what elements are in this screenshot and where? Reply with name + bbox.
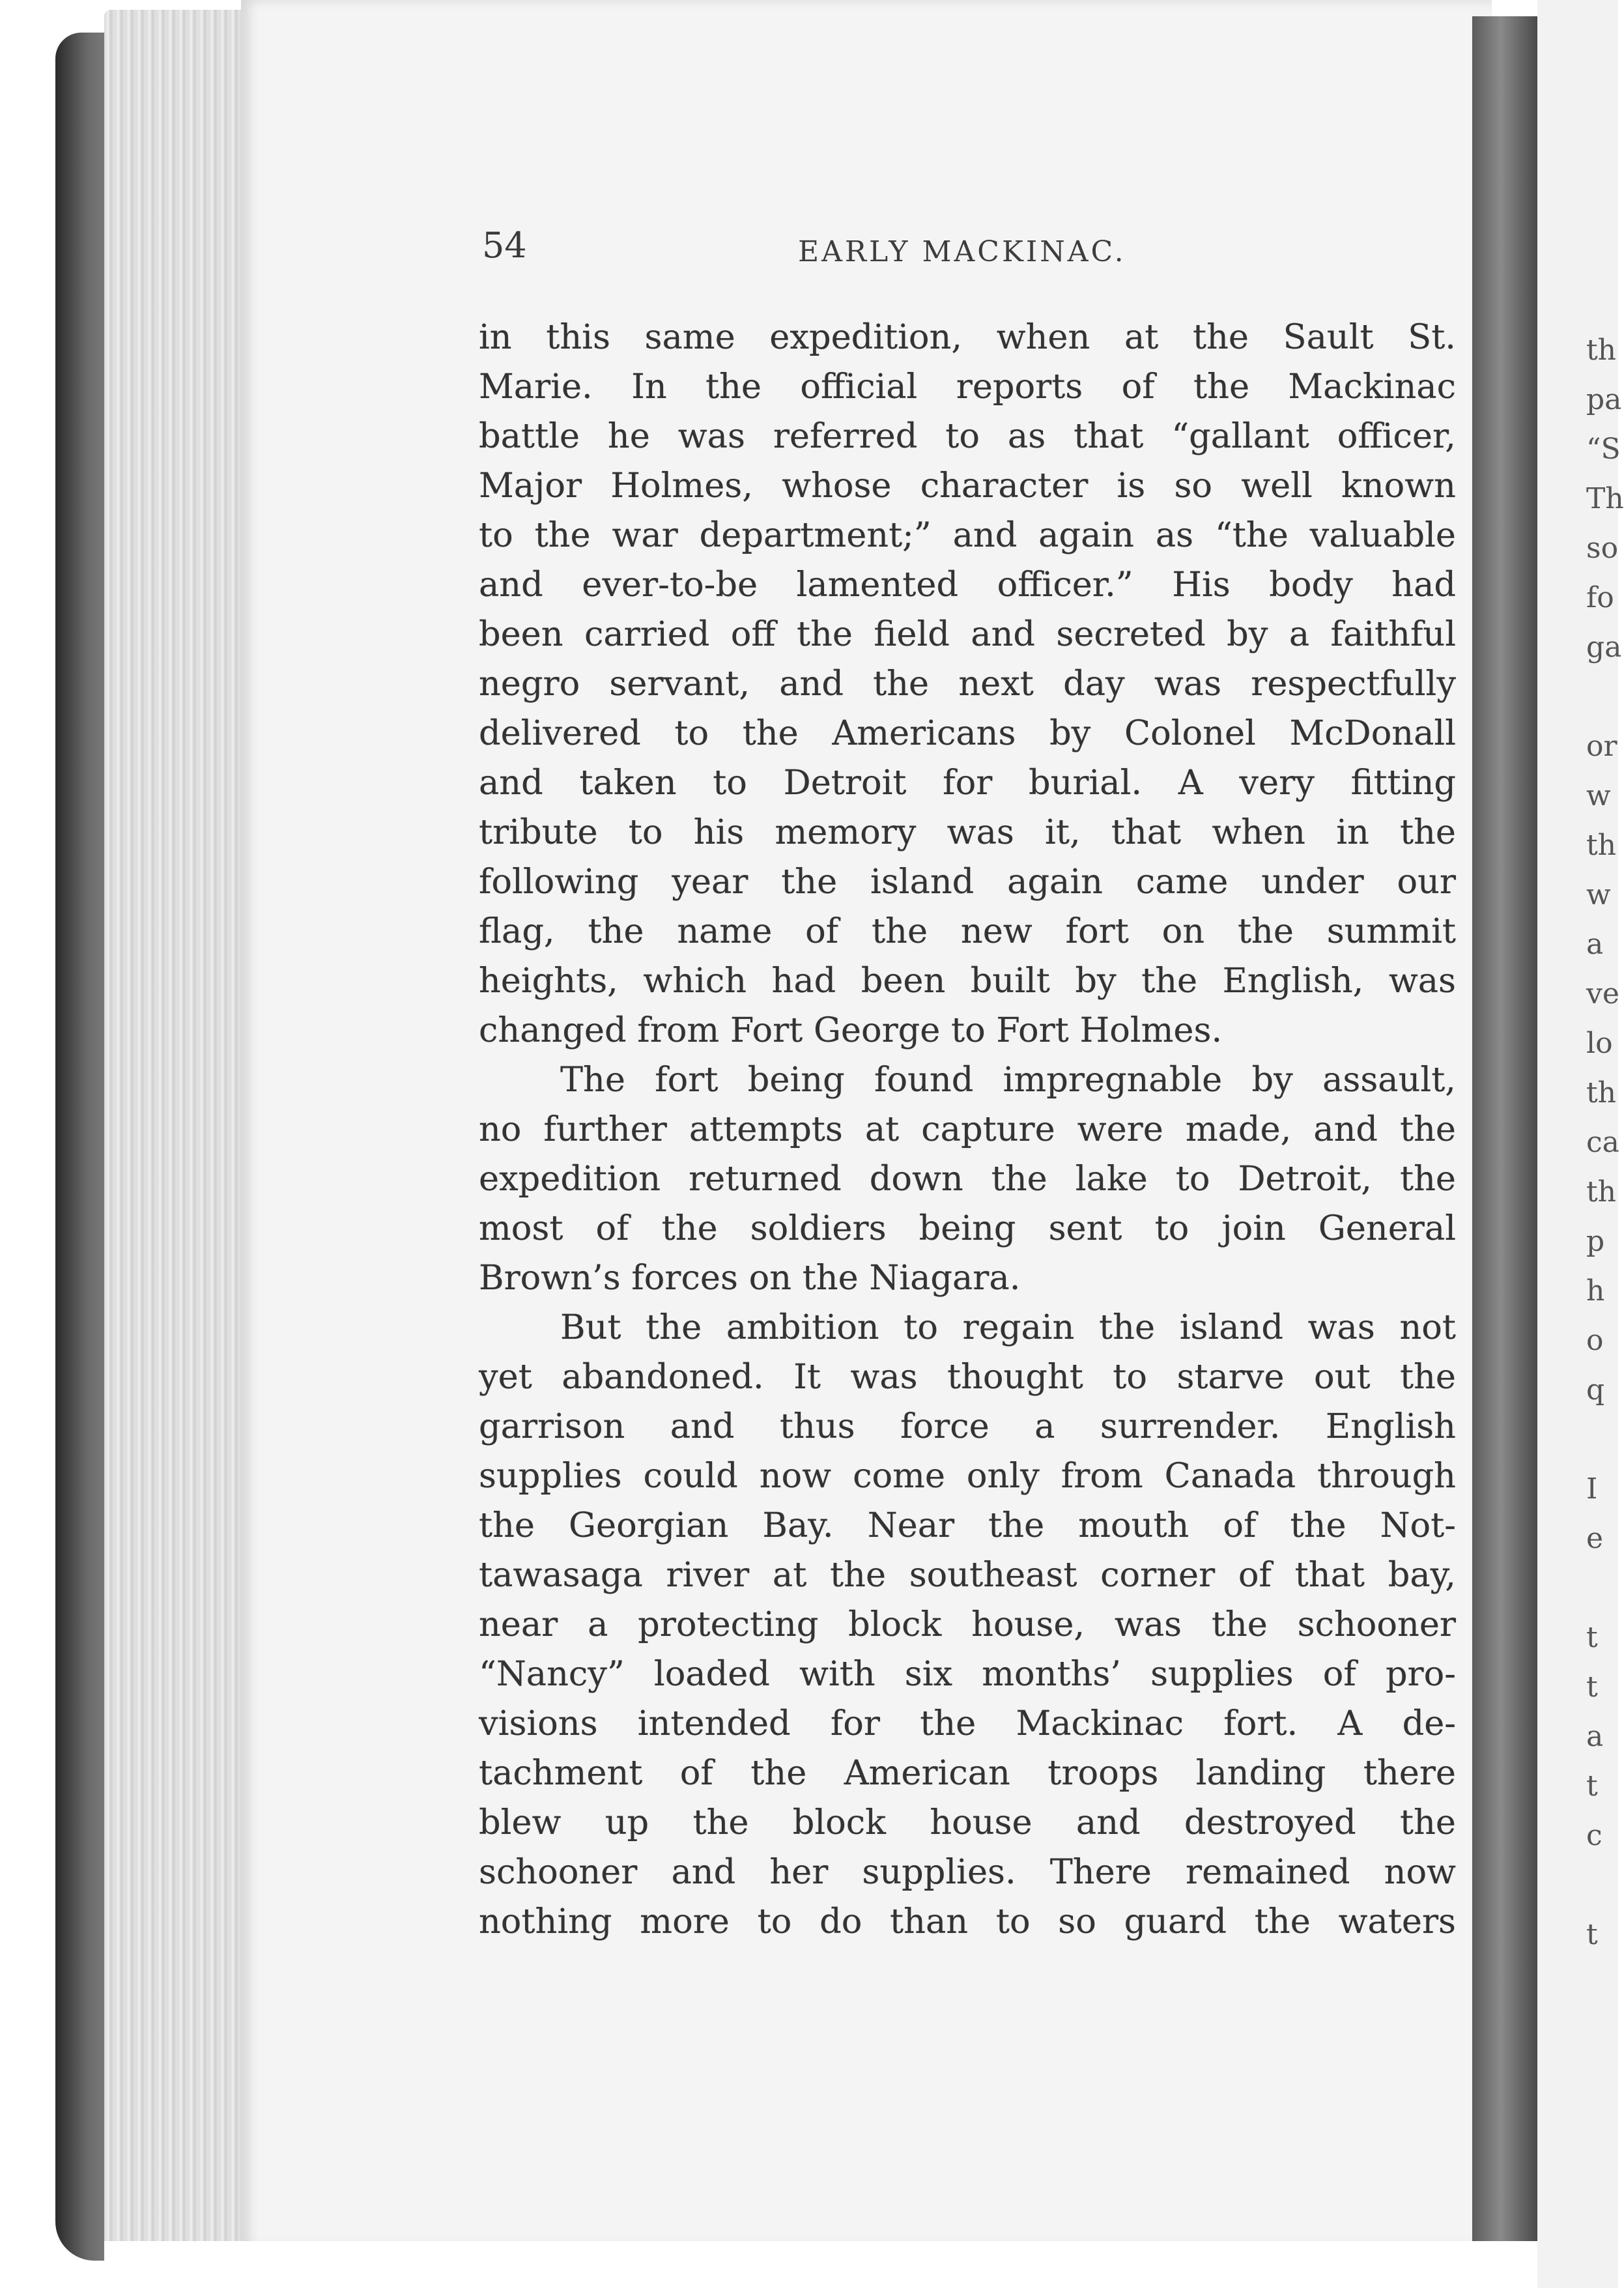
- text-line: visions intended for the Mackinac fort. A de-: [479, 1704, 1456, 1743]
- adjacent-fragment: q: [1586, 1373, 1605, 1407]
- adjacent-fragment: [1586, 1564, 1619, 1613]
- text-line: in this same expedition, when at the Sault St.: [479, 317, 1456, 357]
- scan-margin: [104, 2241, 1537, 2288]
- adjacent-fragment: t: [1586, 1670, 1598, 1704]
- adjacent-fragment: ve: [1586, 977, 1619, 1010]
- text-line: schooner and her supplies. There remained now: [479, 1852, 1456, 1892]
- text-line: been carried off the field and secreted by a faithful: [479, 614, 1456, 654]
- text-line: flag, the name of the new fort on the summit: [479, 911, 1456, 951]
- adjacent-fragment: c: [1586, 1819, 1603, 1852]
- text-line: Marie. In the official reports of the Mackinac: [479, 367, 1456, 407]
- text-line: near a protecting block house, was the schooner: [479, 1605, 1456, 1644]
- running-head: EARLY MACKINAC.: [798, 235, 1126, 268]
- paragraph-start-line: But the ambition to regain the island was not: [560, 1308, 1456, 1347]
- adjacent-fragment: lo: [1586, 1027, 1613, 1060]
- adjacent-fragment: ga: [1586, 631, 1622, 664]
- text-line: delivered to the Americans by Colonel McDonall: [479, 713, 1456, 753]
- adjacent-fragment: th: [1586, 1175, 1617, 1208]
- gutter-shadow: [1472, 16, 1544, 2257]
- adjacent-fragment: t: [1586, 1621, 1598, 1654]
- text-line: nothing more to do than to so guard the waters: [479, 1902, 1456, 1941]
- text-line: most of the soldiers being sent to join General: [479, 1208, 1456, 1248]
- adjacent-fragment: h: [1586, 1274, 1605, 1308]
- adjacent-fragment: th: [1586, 334, 1617, 367]
- adjacent-fragment: e: [1586, 1522, 1604, 1555]
- adjacent-fragment: p: [1586, 1225, 1605, 1258]
- text-line: tachment of the American troops landing there: [479, 1753, 1456, 1793]
- text-line: battle he was referred to as that “gallant officer,: [479, 416, 1456, 456]
- text-line: supplies could now come only from Canada through: [479, 1456, 1456, 1496]
- adjacent-fragment: pa: [1586, 383, 1622, 416]
- adjacent-fragment: [1586, 672, 1619, 722]
- adjacent-fragment: I: [1586, 1472, 1598, 1506]
- text-line: negro servant, and the next day was respectfully: [479, 664, 1456, 704]
- adjacent-fragment: fo: [1586, 581, 1614, 614]
- adjacent-fragment: or: [1586, 730, 1617, 763]
- adjacent-fragment: th: [1586, 829, 1617, 862]
- body-text: [479, 313, 1456, 1947]
- adjacent-fragment: “S: [1586, 433, 1621, 466]
- adjacent-fragment: so: [1586, 532, 1619, 565]
- text-line: “Nancy” loaded with six months’ supplies of pro-: [479, 1654, 1456, 1694]
- adjacent-fragment: Th: [1586, 482, 1624, 515]
- adjacent-page-text: [1586, 326, 1624, 1960]
- text-line: heights, which had been built by the English, was: [479, 961, 1456, 1001]
- text-line: yet abandoned. It was thought to starve out the: [479, 1357, 1456, 1397]
- adjacent-fragment: t: [1586, 1769, 1598, 1803]
- adjacent-fragment: ca: [1586, 1126, 1619, 1159]
- text-line: blew up the block house and destroyed the: [479, 1803, 1456, 1842]
- adjacent-fragment: a: [1586, 928, 1604, 961]
- text-line: the Georgian Bay. Near the mouth of the Not-: [479, 1506, 1456, 1545]
- adjacent-fragment: [1586, 1861, 1619, 1910]
- adjacent-fragment: o: [1586, 1324, 1604, 1357]
- adjacent-fragment: t: [1586, 1918, 1598, 1951]
- page-number: 54: [482, 225, 527, 266]
- paragraph-start-line: The fort being found impregnable by assault,: [560, 1060, 1456, 1100]
- text-line: Brown’s forces on the Niagara.: [479, 1258, 1021, 1298]
- text-line: and taken to Detroit for burial. A very fitting: [479, 763, 1456, 803]
- page-header: [482, 225, 1459, 277]
- text-line: tribute to his memory was it, that when in the: [479, 812, 1456, 852]
- adjacent-fragment: [1586, 1415, 1619, 1465]
- text-line: following year the island again came under our: [479, 862, 1456, 902]
- adjacent-fragment: th: [1586, 1076, 1617, 1109]
- text-line: Major Holmes, whose character is so well known: [479, 466, 1456, 506]
- text-line: to the war department;” and again as “the valuable: [479, 515, 1456, 555]
- adjacent-fragment: a: [1586, 1720, 1604, 1753]
- text-line: tawasaga river at the southeast corner of that bay,: [479, 1555, 1456, 1595]
- adjacent-fragment: w: [1586, 878, 1611, 911]
- text-line: and ever-to-be lamented officer.” His body had: [479, 565, 1456, 605]
- adjacent-fragment: w: [1586, 779, 1611, 812]
- text-line: expedition returned down the lake to Detroit, the: [479, 1159, 1456, 1199]
- text-line: changed from Fort George to Fort Holmes.: [479, 1010, 1223, 1050]
- text-line: no further attempts at capture were made, and the: [479, 1109, 1456, 1149]
- text-line: garrison and thus force a surrender. English: [479, 1407, 1456, 1446]
